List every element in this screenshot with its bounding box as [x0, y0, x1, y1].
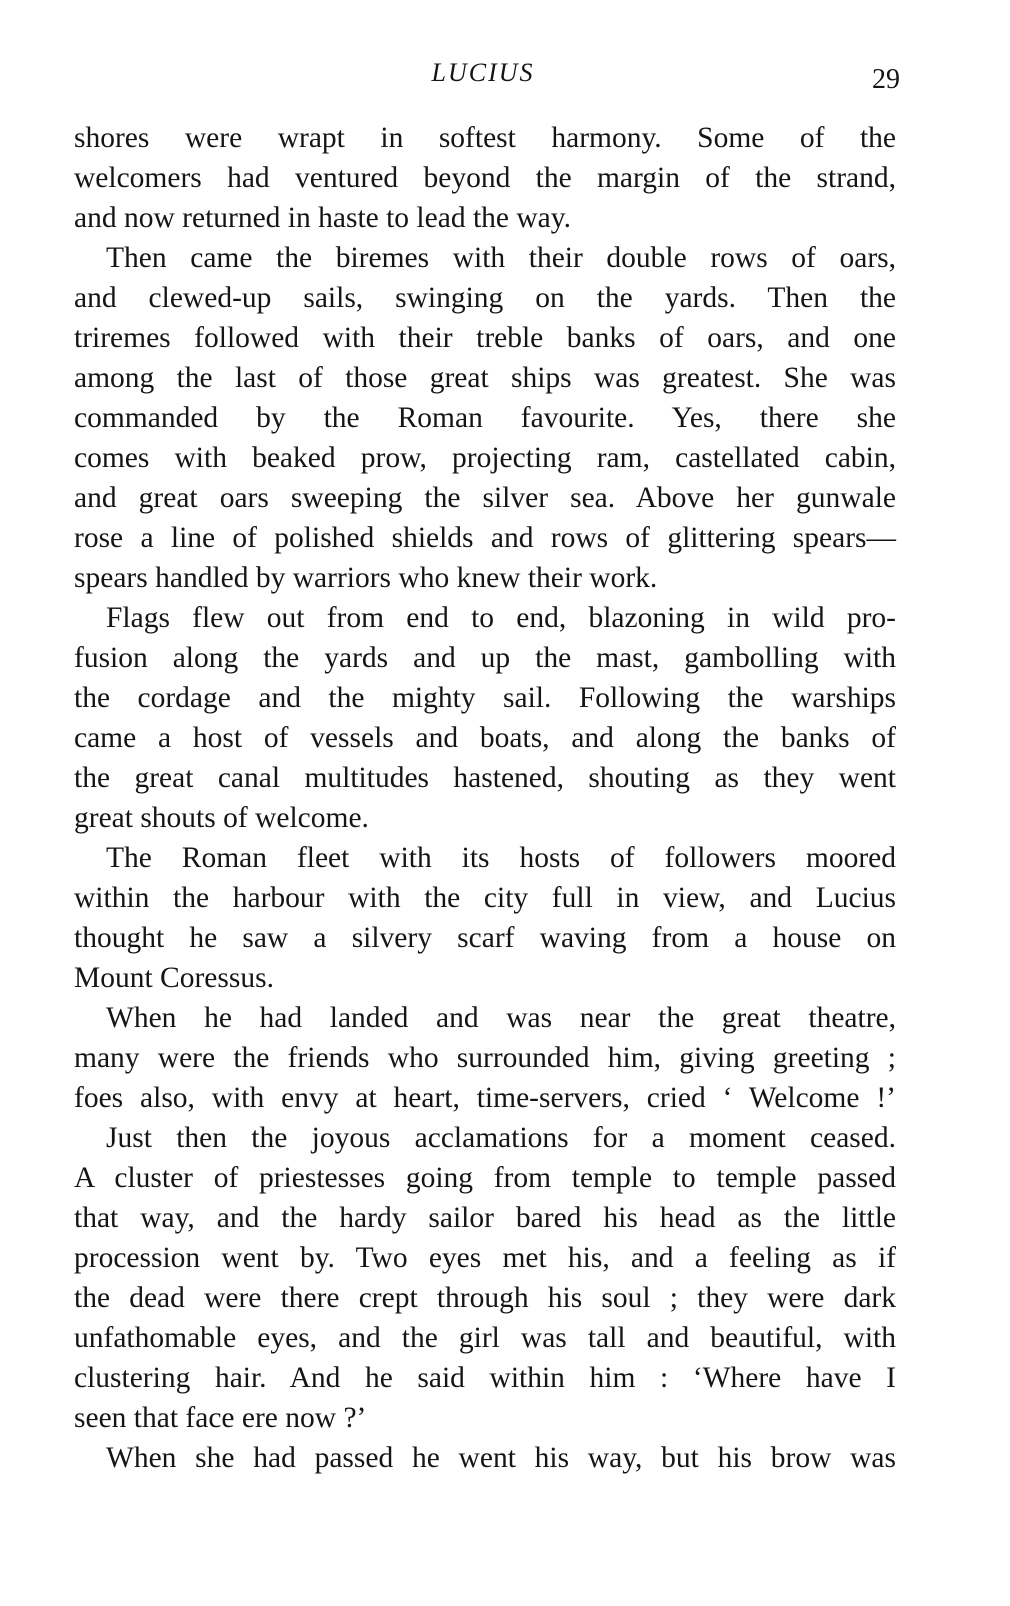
text-line: rose a line of polished shields and rows of glittering spears— — [74, 522, 896, 554]
text-line: Mount Coressus. — [74, 962, 274, 994]
text-line: came a host of vessels and boats, and along the banks of — [74, 722, 896, 754]
text-line: Then came the biremes with their double rows of oars, — [106, 242, 896, 274]
text-line: foes also, with envy at heart, time-servers, cried ‘ Welcome !’ — [74, 1082, 896, 1114]
text-line: shores were wrapt in softest harmony. Some of the — [74, 122, 896, 154]
text-line: welcomers had ventured beyond the margin of the strand, — [74, 162, 896, 194]
page-number: 29 — [872, 64, 900, 95]
text-line: seen that face ere now ?’ — [74, 1402, 367, 1434]
text-line: the dead were there crept through his soul ; they were dark — [74, 1282, 896, 1314]
text-line: spears handled by warriors who knew their work. — [74, 562, 658, 594]
text-line: comes with beaked prow, projecting ram, castellated cabin, — [74, 442, 896, 474]
text-line: When she had passed he went his way, but his brow was — [106, 1442, 896, 1474]
running-head-title: LUCIUS — [431, 58, 535, 87]
text-line: thought he saw a silvery scarf waving from a house on — [74, 922, 896, 954]
text-line: many were the friends who surrounded him, giving greeting ; — [74, 1042, 896, 1074]
text-line: within the harbour with the city full in view, and Lucius — [74, 882, 896, 914]
text-line: triremes followed with their treble banks of oars, and one — [74, 322, 896, 354]
text-line: and now returned in haste to lead the way. — [74, 202, 571, 234]
text-line: and great oars sweeping the silver sea. Above her gunwale — [74, 482, 896, 514]
text-line: Flags flew out from end to end, blazoning in wild pro- — [106, 602, 896, 634]
body-text — [74, 118, 896, 1478]
text-line: clustering hair. And he said within him : ‘Where have I — [74, 1362, 896, 1394]
text-line: commanded by the Roman favourite. Yes, there she — [74, 402, 896, 434]
text-line: Just then the joyous acclamations for a moment ceased. — [106, 1122, 896, 1154]
text-line: the cordage and the mighty sail. Following the warships — [74, 682, 896, 714]
running-head — [0, 58, 1010, 98]
text-line: fusion along the yards and up the mast, gambolling with — [74, 642, 896, 674]
text-line: among the last of those great ships was greatest. She was — [74, 362, 896, 394]
text-line: unfathomable eyes, and the girl was tall and beautiful, with — [74, 1322, 896, 1354]
text-line: A cluster of priestesses going from temple to temple passed — [74, 1162, 896, 1194]
text-line: When he had landed and was near the great theatre, — [106, 1002, 896, 1034]
text-line: great shouts of welcome. — [74, 802, 369, 834]
text-line: The Roman fleet with its hosts of followers moored — [106, 842, 896, 874]
text-line: the great canal multitudes hastened, shouting as they went — [74, 762, 896, 794]
text-line: that way, and the hardy sailor bared his head as the little — [74, 1202, 896, 1234]
text-line: and clewed-up sails, swinging on the yards. Then the — [74, 282, 896, 314]
text-line: procession went by. Two eyes met his, and a feeling as if — [74, 1242, 896, 1274]
